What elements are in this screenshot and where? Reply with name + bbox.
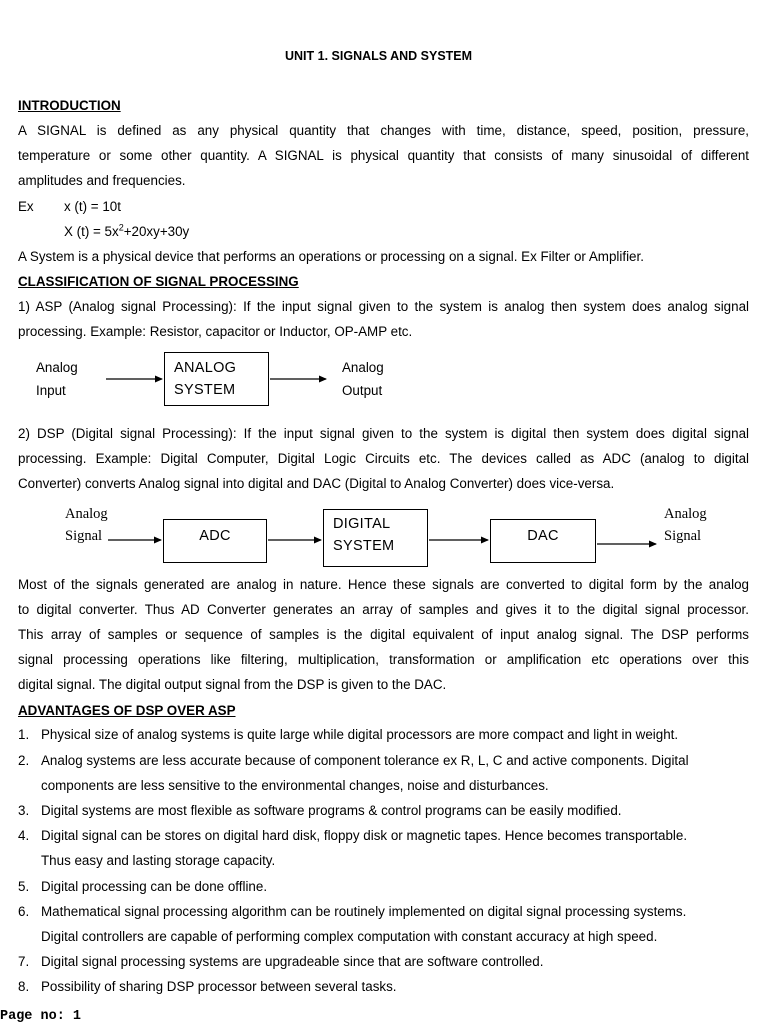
list-item-number: 3. [18, 803, 30, 818]
asp-output-label-1: Analog [342, 360, 384, 375]
dsp-line-3: Converter) converts Analog signal into digital and DAC (Digital to Analog Converter) does vice-versa. [18, 476, 615, 491]
classification-heading: CLASSIFICATION OF SIGNAL PROCESSING [18, 274, 299, 289]
list-item-continuation: components are less sensitive to the environmental changes, noise and disturbances. [41, 778, 549, 793]
intro-line-3: amplitudes and frequencies. [18, 173, 186, 188]
list-item-number: 5. [18, 879, 30, 894]
dsp-input-label-2: Signal [65, 528, 103, 544]
asp-input-label-1: Analog [36, 360, 78, 375]
example-equation-2: X $(t) = 5x^2+20xy+30y$ [64, 222, 190, 239]
digital-system-label-1: DIGITAL [333, 516, 391, 532]
asp-line-1: 1) ASP (Analog signal Processing): If the input signal given to the system is analog then system does analog signal [18, 299, 749, 314]
dac-label: DAC [527, 528, 559, 544]
advantages-heading: ADVANTAGES OF DSP OVER ASP [18, 703, 236, 718]
body-line-3: This array of samples or sequence of samples is the digital equivalent of input analog signal. The DSP performs [18, 627, 749, 642]
analog-system-label-1: ANALOG [174, 360, 237, 376]
adc-label: ADC [199, 528, 231, 544]
example-equation-1: x (t) = 10t [64, 199, 121, 214]
asp-input-label-2: Input [36, 383, 66, 398]
list-item-number: 7. [18, 954, 30, 969]
list-item-continuation: Thus easy and lasting storage capacity. [41, 853, 276, 868]
list-item: Possibility of sharing DSP processor between several tasks. [41, 979, 397, 994]
dsp-line-2: processing. Example: Digital Computer, Digital Logic Circuits etc. The devices called as ADC (analog to digital [18, 451, 749, 466]
dsp-output-label-2: Signal [664, 528, 702, 544]
dsp-output-label-1: Analog [664, 506, 707, 522]
body-line-4: signal processing operations like filtering, multiplication, transformation or amplification etc operations over this [18, 652, 749, 667]
introduction-heading: INTRODUCTION [18, 98, 121, 113]
asp-line-2: processing. Example: Resistor, capacitor or Inductor, OP-AMP etc. [18, 324, 413, 339]
list-item-number: 4. [18, 828, 30, 843]
list-item: Mathematical signal processing algorithm can be routinely implemented on digital signal processing systems. [41, 904, 687, 919]
page-title: UNIT 1. SIGNALS AND SYSTEM [285, 49, 473, 63]
list-item-number: 1. [18, 727, 30, 742]
page-number: Page no: 1 [0, 1009, 82, 1024]
list-item: Analog systems are less accurate because of component tolerance ex R, L, C and active components. Digital [41, 753, 689, 768]
list-item-number: 6. [18, 904, 30, 919]
dsp-input-label-1: Analog [65, 506, 108, 522]
dsp-line-1: 2) DSP (Digital signal Processing): If the input signal given to the system is digital then system does digital signal [18, 426, 749, 441]
body-line-1: Most of the signals generated are analog in nature. Hence these signals are converted to digital form by the analog [18, 577, 749, 592]
list-item: Digital signal processing systems are upgradeable since that are software controlled. [41, 954, 544, 969]
list-item: Digital systems are most flexible as software programs & control programs can be easily modified. [41, 803, 622, 818]
list-item: Physical size of analog systems is quite large while digital processors are more compact and light in weight. [41, 727, 679, 742]
intro-line-1: A SIGNAL is defined as any physical quantity that changes with time, distance, speed, position, pressure, [18, 123, 749, 138]
intro-line-2: temperature or some other quantity. A SIGNAL is physical quantity that consists of many sinusoidal of different [18, 148, 749, 163]
list-item-continuation: Digital controllers are capable of performing complex computation with constant accuracy at high speed. [41, 929, 658, 944]
asp-output-label-2: Output [342, 383, 383, 398]
digital-system-label-2: SYSTEM [333, 538, 395, 554]
list-item-number: 8. [18, 979, 30, 994]
body-line-5: digital signal. The digital output signal from the DSP is given to the DAC. [18, 677, 447, 692]
list-item: Digital processing can be done offline. [41, 879, 268, 894]
body-line-2: to digital converter. Thus AD Converter generates an array of samples and gives it to the digital signal processor. [18, 602, 749, 617]
example-label: Ex [18, 199, 34, 214]
list-item: Digital signal can be stores on digital hard disk, floppy disk or magnetic tapes. Hence becomes transportable. [41, 828, 688, 843]
analog-system-label-2: SYSTEM [174, 382, 236, 398]
system-definition: A System is a physical device that performs an operations or processing on a signal. Ex Filter or Amplifier. [18, 249, 644, 264]
list-item-number: 2. [18, 753, 30, 768]
